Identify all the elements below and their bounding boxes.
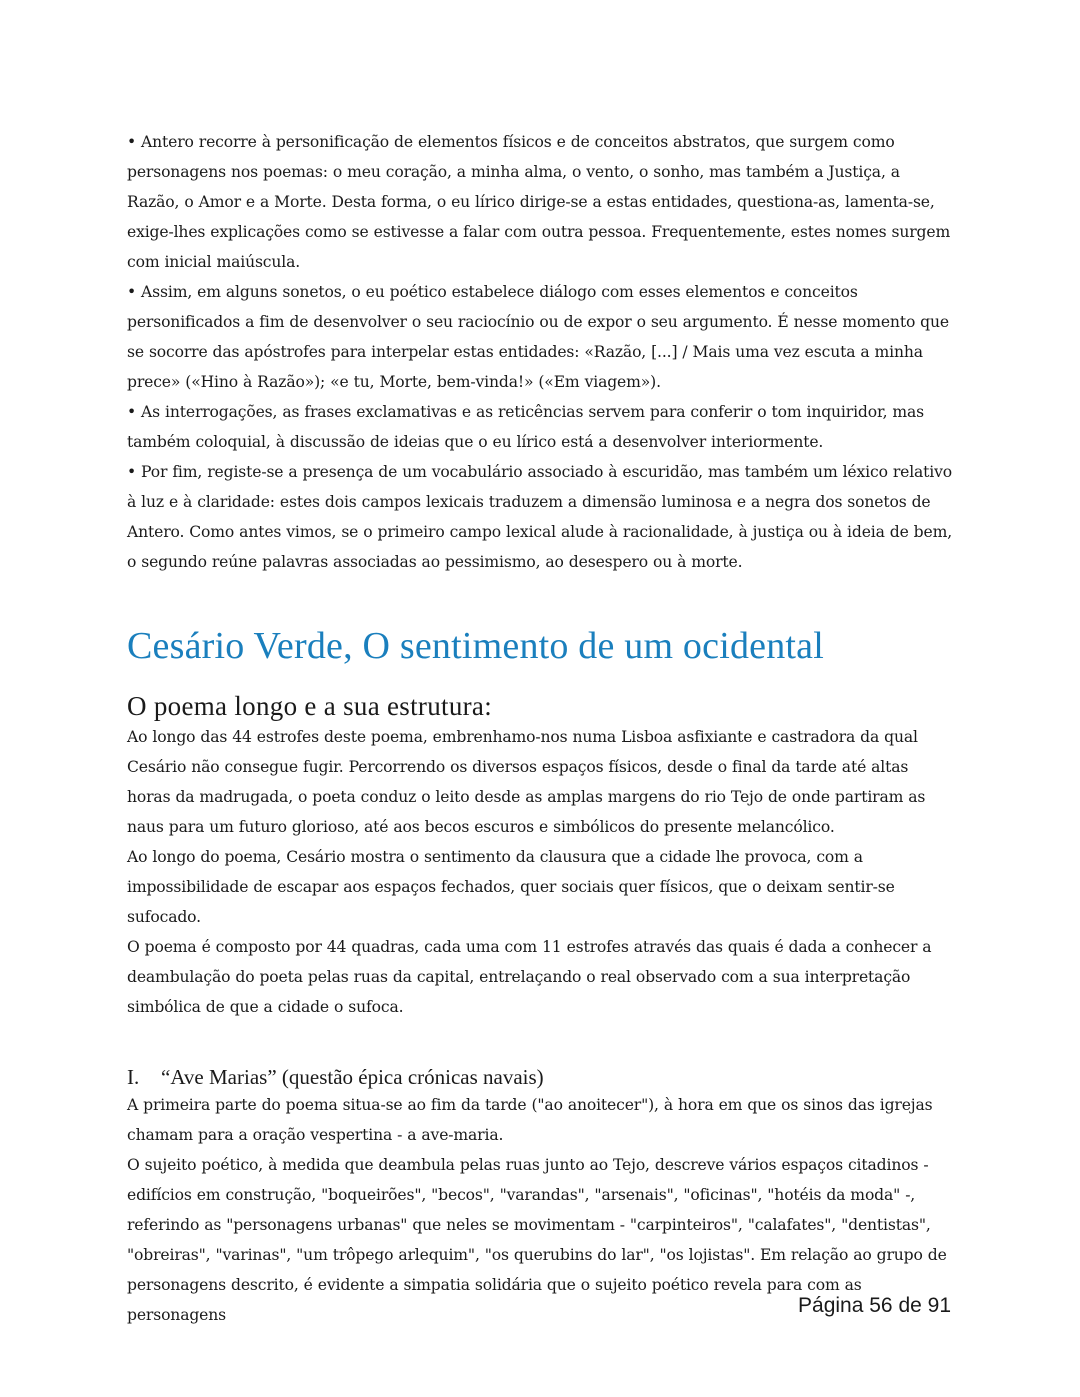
part-paragraph: A primeira parte do poema situa-se ao fim da tarde ("ao anoitecer"), à hora em que os sinos das igrejas chamam para a oração vespertina - a ave-maria. <box>127 1096 933 1144</box>
page-body <box>127 127 953 1330</box>
section-title: Cesário Verde, O sentimento de um ocidental <box>127 625 824 667</box>
bullet-paragraph-personification: • Antero recorre à personificação de elementos físicos e de conceitos abstratos, que surgem como personagens nos poemas: o meu coração, a minha alma, o vento, o sonho, mas também a Justiça, a Razão, o Amor e a Morte. Desta forma, o eu lírico dirige-se a estas entidades, questiona-as, lamenta-se, exige-lhes explicações como se estivesse a falar com outra pessoa. Frequentemente, estes nomes surgem com inicial maiúscula. <box>127 133 951 271</box>
bullet-paragraph-apostrophes: • Assim, em alguns sonetos, o eu poético estabelece diálogo com esses elementos e conceitos personificados a fim de desenvolver o seu raciocínio ou de expor o seu argumento. É nesse momento que se socorre das apóstrofes para interpelar estas entidades: «Razão, [...] / Mais uma vez escuta a minha prece» («Hino à Razão»); «e tu, Morte, bem-vinda!» («Em viagem»). <box>127 283 949 391</box>
part-paragraph: O sujeito poético, à medida que deambula pelas ruas junto ao Tejo, descreve vários espaços citadinos - edifícios em construção, "boqueirões", "becos", "varandas", "arsenais", "oficinas", "hotéis da moda" -, referindo as "personagens urbanas" que neles se movimentam - "carpinteiros", "calafates", "dentistas", "obreiras", "varinas", "um trôpego arlequim", "os querubins do lar", "os lojistas". Em relação ao grupo de personagens descrito, é evidente a simpatia solidária que o sujeito poético revela para com as personagens <box>127 1156 947 1324</box>
part-number: I. <box>127 1065 140 1089</box>
bullet-paragraph-lexical-fields: • Por fim, registe-se a presença de um vocabulário associado à escuridão, mas também um léxico relativo à luz e à claridade: estes dois campos lexicais traduzem a dimensão luminosa e a negra dos sonetos de Antero. Como antes vimos, se o primeiro campo lexical alude à racionalidade, à justiça ou à ideia de bem, o segundo reúne palavras associadas ao pessimismo, ao desespero ou à morte. <box>127 463 953 571</box>
intro-bullets <box>127 127 953 577</box>
structure-paragraph: O poema é composto por 44 quadras, cada uma com 11 estrofes através das quais é dada a conhecer a deambulação do poeta pelas ruas da capital, entrelaçando o real observado com a sua interpretação simbólica de que a cidade o sufoca. <box>127 938 932 1016</box>
part-one-heading <box>127 1064 953 1090</box>
structure-paragraph: Ao longo das 44 estrofes deste poema, embrenhamo-nos numa Lisboa asfixiante e castradora da qual Cesário não consegue fugir. Percorrendo os diversos espaços físicos, desde o final da tarde até altas horas da madrugada, o poeta conduz o leito desde as amplas margens do rio Tejo de onde partiram as naus para um futuro glorioso, até aos becos escuros e simbólicos do presente melancólico. <box>127 728 926 836</box>
subsection-title: O poema longo e a sua estrutura: <box>127 691 492 721</box>
structure-paragraph: Ao longo do poema, Cesário mostra o sentimento da clausura que a cidade lhe provoca, com a impossibilidade de escapar aos espaços fechados, quer sociais quer físicos, que o deixam sentir-se sufocado. <box>127 848 895 926</box>
page-number: Página 56 de 91 <box>798 1294 951 1317</box>
structure-paragraphs <box>127 722 953 1022</box>
part-title: “Ave Marias” (questão épica crónicas navais) <box>161 1065 544 1089</box>
bullet-paragraph-interrogations: • As interrogações, as frases exclamativas e as reticências servem para conferir o tom inquiridor, mas também coloquial, à discussão de ideias que o eu lírico está a desenvolver interiormente. <box>127 403 925 451</box>
